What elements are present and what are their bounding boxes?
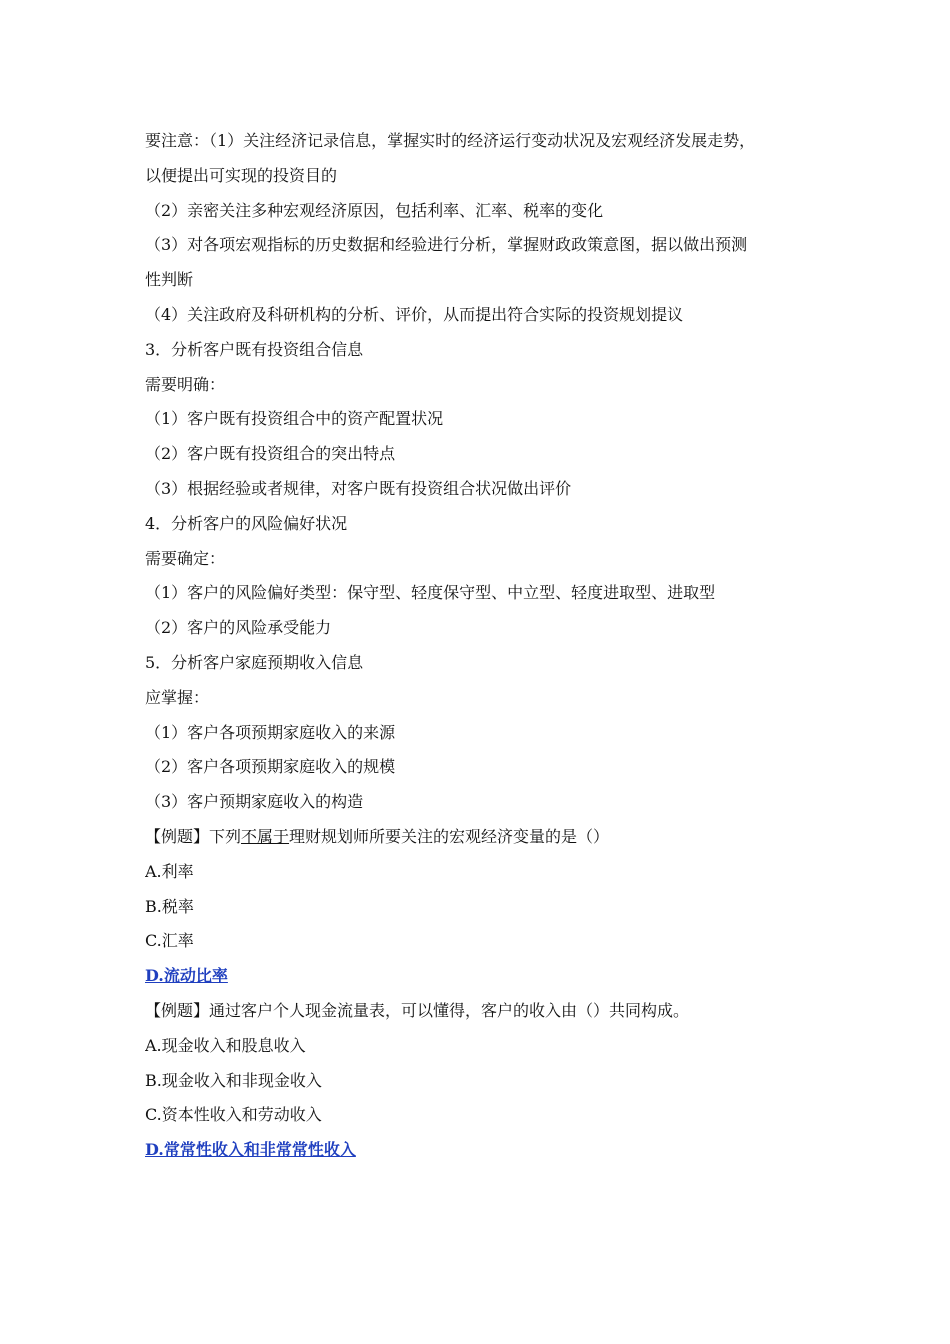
example1-prefix: 【例题】下列 xyxy=(145,826,242,846)
section2-item-2: （2）亲密关注多种宏观经济原因，包括利率、汇率、税率的变化 xyxy=(145,200,604,220)
section5-heading: 5．分析客户家庭预期收入信息 xyxy=(145,652,364,672)
section3-item: （1）客户既有投资组合中的资产配置状况 xyxy=(145,409,444,429)
section5-item: （2）客户各项预期家庭收入的规模 xyxy=(145,757,396,777)
document-body xyxy=(145,124,835,1168)
section3-lead: 需要明确： xyxy=(145,374,226,394)
section2-intro-line1: 要注意：（1）关注经济记录信息，掌握实时的经济运行变动状况及宏观经济发展走势， xyxy=(145,131,756,150)
example2-option: C.资本性收入和劳动收入 xyxy=(145,1105,322,1125)
section2-intro-line2: 以便提出可实现的投资目的 xyxy=(145,165,338,185)
example1-suffix: 理财规划师所要关注的宏观经济变量的是（） xyxy=(289,826,610,846)
example1-option: B.税率 xyxy=(145,896,194,916)
section5-lead: 应掌握： xyxy=(145,687,210,707)
section2-item-3-line2: 性判断 xyxy=(145,270,194,290)
section5-item: （1）客户各项预期家庭收入的来源 xyxy=(145,722,396,742)
section3-item: （3）根据经验或者规律，对客户既有投资组合状况做出评价 xyxy=(145,478,572,498)
section3-item: （2）客户既有投资组合的突出特点 xyxy=(145,444,396,464)
section4-item: （1）客户的风险偏好类型：保守型、轻度保守型、中立型、轻度进取型、进取型 xyxy=(145,583,716,603)
example1-answer-link[interactable]: D.流动比率 xyxy=(145,966,228,986)
section4-heading: 4．分析客户的风险偏好状况 xyxy=(145,513,348,533)
section4-item: （2）客户的风险承受能力 xyxy=(145,618,332,638)
section2-item-3-line1: （3）对各项宏观指标的历史数据和经验进行分析，掌握财政政策意图，据以做出预测 xyxy=(145,235,748,255)
example2-option: A.现金收入和股息收入 xyxy=(145,1035,306,1055)
section5-item: （3）客户预期家庭收入的构造 xyxy=(145,792,364,812)
example1-option: A.利率 xyxy=(145,861,194,881)
example2-option: B.现金收入和非现金收入 xyxy=(145,1070,322,1090)
example1-question xyxy=(145,820,835,855)
section2-item-4: （4）关注政府及科研机构的分析、评价，从而提出符合实际的投资规划提议 xyxy=(145,304,684,324)
example2-answer-link[interactable]: D.常常性收入和非常常性收入 xyxy=(145,1140,356,1160)
example1-option: C.汇率 xyxy=(145,931,194,951)
example1-underlined-phrase: 不属于 xyxy=(241,826,290,846)
section4-lead: 需要确定： xyxy=(145,548,226,568)
section3-heading: 3．分析客户既有投资组合信息 xyxy=(145,339,364,359)
example2-question: 【例题】通过客户个人现金流量表，可以懂得，客户的收入由（）共同构成。 xyxy=(145,1000,690,1020)
